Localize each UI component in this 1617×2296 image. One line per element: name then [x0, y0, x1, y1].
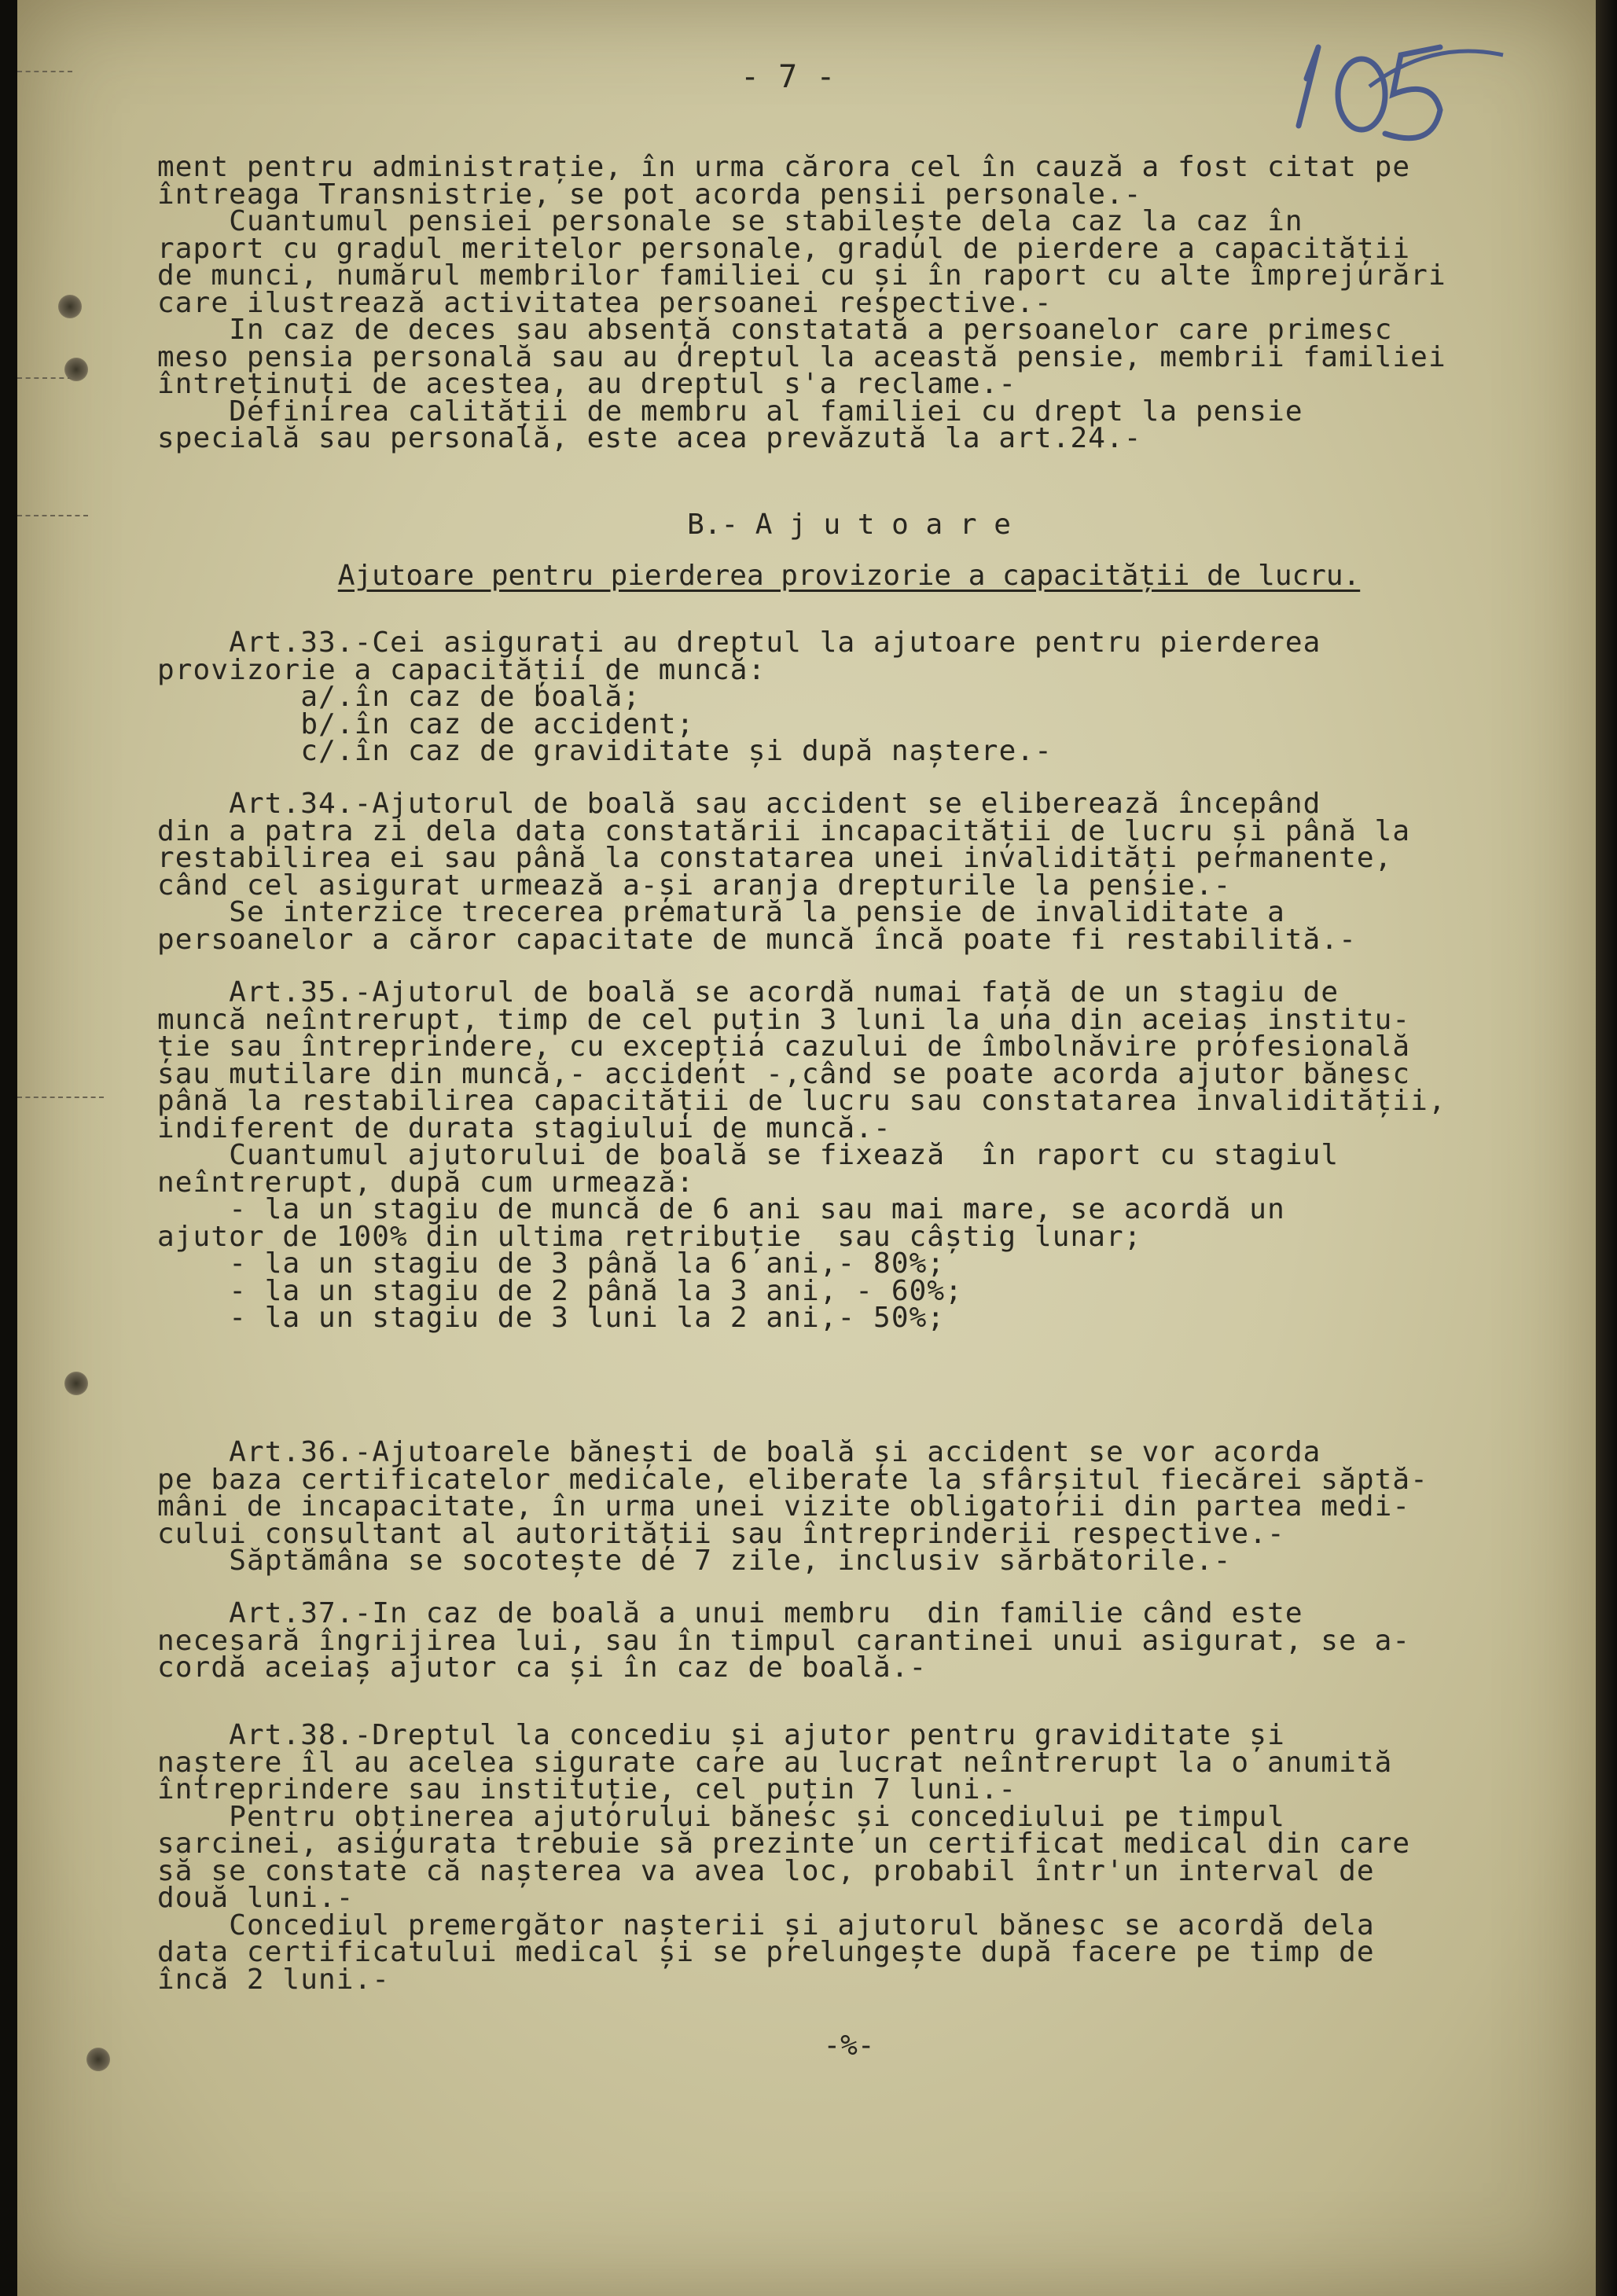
- punch-hole-bottom: [86, 2048, 110, 2071]
- punch-hole-top: [58, 295, 82, 318]
- article-36-line: Art.36.-Ajutoarele bănești de boală și accident se vor acorda: [229, 1436, 1321, 1468]
- section-subheading: Ajutoare pentru pierderea provizorie a capacității de lucru.: [337, 560, 1361, 592]
- margin-dash: [17, 377, 72, 380]
- article-34-line: când cel asigurat urmează a-și aranja drepturile la pensie.-: [157, 869, 1232, 902]
- article-38-line: să se constate că nașterea va avea loc, probabil într'un interval de: [157, 1854, 1375, 1887]
- article-35-line: sau mutilare din muncă,- accident -,când se poate acorda ajutor bănesc: [157, 1057, 1411, 1090]
- article-38-line: încă 2 luni.-: [157, 1963, 391, 1996]
- paragraph-line: Definirea calității de membru al familiei cu drept la pensie: [229, 395, 1303, 428]
- article-36-line: pe baza certificatelor medicale, eliberate la sfârșitul fiecărei săptă-: [157, 1463, 1428, 1496]
- page-number: - 7 -: [741, 59, 836, 95]
- paragraph-line: întreaga Transnistrie, se pot acorda pensii personale.-: [157, 178, 1142, 211]
- article-34-line: restabilirea ei sau până la constatarea unei invalidități permanente,: [157, 842, 1393, 874]
- article-38-line: Concediul premergător nașterii și ajutorul bănesc se acordă dela: [229, 1908, 1375, 1941]
- paragraph-line: întreținuți de acestea, au dreptul s'a reclame.-: [157, 368, 1017, 400]
- paragraph-line: Cuantumul pensiei personale se stabilește dela caz la caz în: [229, 205, 1303, 237]
- article-38-line: Art.38.-Dreptul la concediu și ajutor pentru graviditate și: [229, 1719, 1285, 1751]
- paragraph-line: In caz de deces sau absență constatată a persoanelor care primesc: [229, 314, 1393, 346]
- article-35-line: - la un stagiu de muncă de 6 ani sau mai mare, se acordă un: [229, 1193, 1285, 1225]
- article-35-line: ajutor de 100% din ultima retribuție sau câștig lunar;: [157, 1220, 1142, 1253]
- margin-dash: [17, 71, 72, 74]
- article-33-line: a/.în caz de boală;: [300, 681, 641, 713]
- article-38-line: naștere îl au acelea sigurate care au lucrat neîntrerupt la o anumită: [157, 1746, 1393, 1779]
- margin-dash: [17, 1097, 104, 1100]
- article-35-line: neîntrerupt, după cum urmează:: [157, 1166, 695, 1199]
- article-37-line: necesară îngrijirea lui, sau în timpul carantinei unui asigurat, se a-: [157, 1624, 1411, 1657]
- margin-dash: [17, 515, 88, 518]
- article-37-line: Art.37.-In caz de boală a unui membru din familie când este: [229, 1597, 1303, 1629]
- article-33-line: b/.în caz de accident;: [300, 707, 695, 740]
- article-38-line: întreprindere sau instituție, cel puțin 7 luni.-: [157, 1773, 1017, 1806]
- paragraph-line: specială sau personală, este acea prevăzută la art.24.-: [157, 422, 1142, 454]
- article-36-line: cului consultant al autorității sau întreprinderii respective.-: [157, 1517, 1285, 1550]
- handwritten-page-number: [1275, 31, 1511, 149]
- article-33-line: c/.în caz de graviditate și după naștere.-: [300, 735, 1053, 767]
- punch-hole-lower: [64, 1372, 88, 1395]
- article-35-line: indiferent de durata stagiului de muncă.-: [157, 1111, 891, 1144]
- article-34-line: persoanelor a căror capacitate de muncă încă poate fi restabilită.-: [157, 923, 1357, 956]
- article-35-line: ție sau întreprindere, cu excepția cazului de îmbolnăvire profesională: [157, 1030, 1411, 1063]
- article-34-line: din a patra zi dela data constatării incapacității de lucru și până la: [157, 814, 1411, 847]
- article-35-line: - la un stagiu de 3 până la 6 ani,- 80%;: [229, 1247, 946, 1280]
- article-34-line: Art.34.-Ajutorul de boală sau accident se eliberează începând: [229, 788, 1321, 820]
- section-heading: B.- A j u t o a r e: [687, 509, 1011, 541]
- article-35-line: Cuantumul ajutorului de boală se fixează în raport cu stagiul: [229, 1139, 1340, 1171]
- paragraph-line: care ilustrează activitatea persoanei respective.-: [157, 286, 1053, 319]
- article-35-line: - la un stagiu de 3 luni la 2 ani,- 50%;: [229, 1302, 946, 1334]
- article-38-line: data certificatului medical și se prelungește după facere pe timp de: [157, 1936, 1375, 1968]
- end-mark: -%-: [823, 2030, 875, 2062]
- paragraph-line: raport cu gradul meritelor personale, gradul de pierdere a capacității: [157, 232, 1411, 265]
- article-37-line: cordă aceiaș ajutor ca și în caz de boală.-: [157, 1651, 928, 1684]
- article-33-line: provizorie a capacității de muncă:: [157, 653, 766, 686]
- paragraph-line: de munci, numărul membrilor familiei cu și în raport cu alte împrejurări: [157, 259, 1446, 292]
- article-38-line: sarcinei, asigurata trebuie să prezinte un certificat medical din care: [157, 1828, 1411, 1860]
- article-35-line: - la un stagiu de 2 până la 3 ani, - 60%;: [229, 1274, 963, 1307]
- paragraph-line: meso pensia personală sau au dreptul la această pensie, membrii familiei: [157, 340, 1446, 373]
- article-35-line: Art.35.-Ajutorul de boală se acordă numai față de un stagiu de: [229, 976, 1340, 1008]
- document-page: [17, 0, 1596, 2296]
- article-36-line: Săptămâna se socotește de 7 zile, inclusiv sărbătorile.-: [229, 1545, 1232, 1577]
- article-38-line: două luni.-: [157, 1882, 355, 1914]
- article-38-line: Pentru obținerea ajutorului bănesc și concediului pe timpul: [229, 1800, 1285, 1833]
- scan-border: [1596, 0, 1617, 2296]
- article-36-line: mâni de incapacitate, în urma unei vizite obligatorii din partea medi-: [157, 1490, 1411, 1523]
- article-35-line: până la restabilirea capacității de lucru sau constatarea invalidității,: [157, 1085, 1446, 1117]
- article-33-line: Art.33.-Cei asigurați au dreptul la ajutoare pentru pierderea: [229, 626, 1321, 659]
- article-35-line: muncă neîntrerupt, timp de cel puțin 3 luni la una din aceiaș institu-: [157, 1003, 1411, 1036]
- paragraph-line: ment pentru administrație, în urma cărora cel în cauză a fost citat pe: [157, 151, 1411, 183]
- article-34-line: Se interzice trecerea prematură la pensie de invaliditate a: [229, 896, 1285, 928]
